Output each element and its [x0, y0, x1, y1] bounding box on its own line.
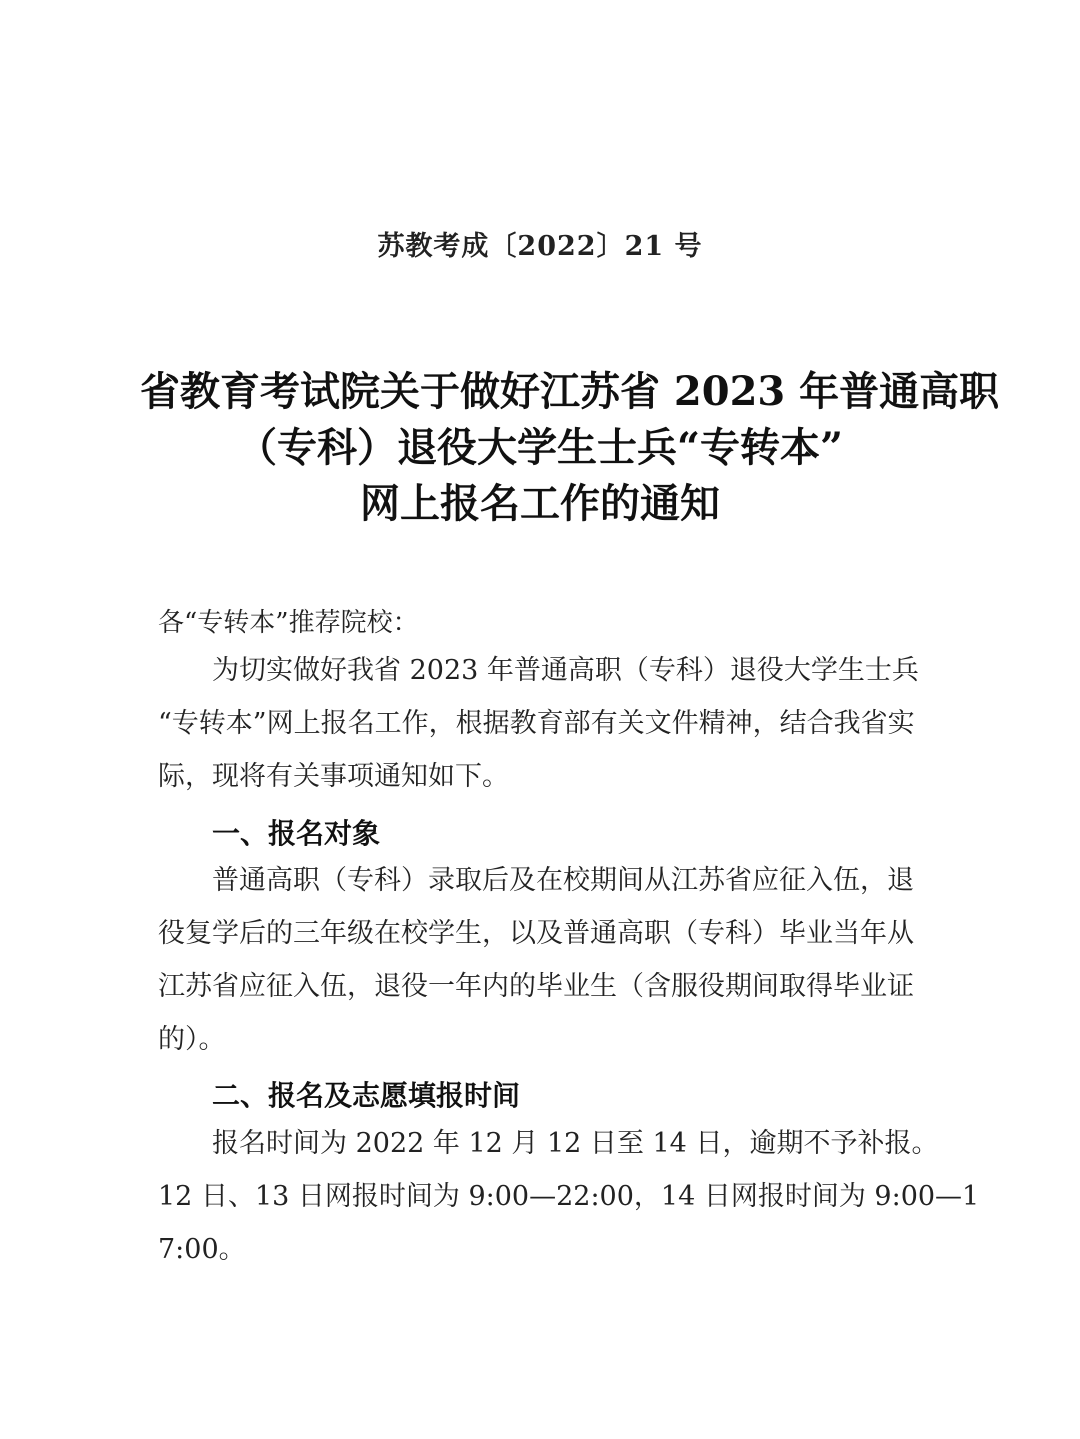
intro-line-1: 为切实做好我省 2023 年普通高职（专科）退役大学生士兵 [212, 655, 919, 686]
title-line-3: 网上报名工作的通知 [360, 480, 720, 527]
document-number: 苏教考成〔2022〕21 号 [377, 231, 703, 262]
document-title [140, 364, 1000, 532]
section-1-paragraph [158, 854, 938, 1066]
title-line-1: 省教育考试院关于做好江苏省 2023 年普通高职 [140, 368, 1000, 415]
section-2-line-3: 7:00。 [158, 1234, 246, 1265]
intro-paragraph [158, 644, 938, 803]
section-1-line-4: 的）。 [158, 1024, 226, 1055]
salutation: 各“专转本”推荐院校： [158, 608, 419, 638]
title-line-2: （专科）退役大学生士兵“专转本” [236, 424, 843, 471]
section-1-heading: 一、报名对象 [212, 817, 381, 850]
watermark-fragment [760, 1431, 990, 1439]
section-1-line-1: 普通高职（专科）录取后及在校期间从江苏省应征入伍，退 [212, 865, 914, 896]
section-2-heading: 二、报名及志愿填报时间 [212, 1079, 521, 1112]
section-2-paragraph [158, 1117, 980, 1276]
section-1-line-2: 役复学后的三年级在校学生，以及普通高职（专科）毕业当年从 [158, 918, 914, 949]
section-1-line-3: 江苏省应征入伍，退役一年内的毕业生（含服役期间取得毕业证 [158, 971, 914, 1002]
intro-line-2: “专转本”网上报名工作，根据教育部有关文件精神，结合我省实 [158, 708, 915, 739]
intro-line-3: 际，现将有关事项通知如下。 [158, 761, 509, 792]
section-2-line-1: 报名时间为 2022 年 12 月 12 日至 14 日，逾期不予补报。 [212, 1128, 939, 1159]
section-2-line-2: 12 日、13 日网报时间为 9:00—22:00，14 日网报时间为 9:00—1 [158, 1181, 980, 1212]
